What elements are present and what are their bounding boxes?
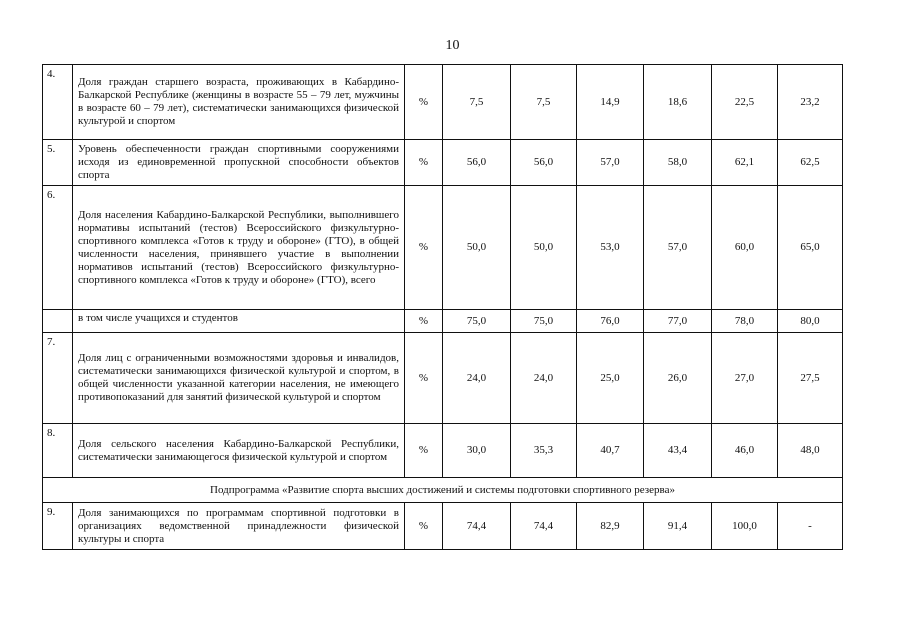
- value-cell: 18,6: [644, 65, 712, 140]
- value-cell: 30,0: [443, 424, 511, 478]
- unit-cell: %: [405, 503, 443, 550]
- value-cell: 25,0: [577, 333, 644, 424]
- value-cell: 57,0: [577, 140, 644, 186]
- value-cell: 100,0: [712, 503, 778, 550]
- table-row: [43, 186, 843, 310]
- row-number: 7.: [43, 333, 73, 424]
- page-number: 10: [445, 38, 460, 53]
- value-cell: 50,0: [511, 186, 577, 310]
- value-cell: 27,5: [778, 333, 843, 424]
- value-cell: 76,0: [577, 310, 644, 333]
- value-cell: 7,5: [511, 65, 577, 140]
- value-cell: 75,0: [443, 310, 511, 333]
- unit-cell: %: [405, 333, 443, 424]
- value-cell: 26,0: [644, 333, 712, 424]
- unit-cell: %: [405, 186, 443, 310]
- unit-cell: %: [405, 140, 443, 186]
- value-cell: 50,0: [443, 186, 511, 310]
- table-row: [43, 65, 843, 140]
- value-cell: 80,0: [778, 310, 843, 333]
- value-cell: 23,2: [778, 65, 843, 140]
- value-cell: 56,0: [511, 140, 577, 186]
- value-cell: 77,0: [644, 310, 712, 333]
- value-cell: 82,9: [577, 503, 644, 550]
- value-cell: 48,0: [778, 424, 843, 478]
- value-cell: 58,0: [644, 140, 712, 186]
- value-cell: 65,0: [778, 186, 843, 310]
- table-row: [43, 424, 843, 478]
- indicator-description: Доля сельского населения Кабардино-Балкарской Республики, систематически занимающегося физической культурой и спортом: [73, 424, 405, 478]
- value-cell: 74,4: [511, 503, 577, 550]
- value-cell: 57,0: [644, 186, 712, 310]
- indicator-description: Уровень обеспеченности граждан спортивными сооружениями исходя из единовременной пропускной способности объектов спорта: [73, 140, 405, 186]
- indicator-description: Доля лиц с ограниченными возможностями здоровья и инвалидов, систематически занимающихся физической культурой и спортом, в общей численности указанной категории населения, не имеющего противопоказаний для занятий физической культурой и спортом: [73, 333, 405, 424]
- value-cell: 56,0: [443, 140, 511, 186]
- value-cell: 46,0: [712, 424, 778, 478]
- table-row: [43, 310, 843, 333]
- table-row: [43, 333, 843, 424]
- value-cell: -: [778, 503, 843, 550]
- value-cell: 43,4: [644, 424, 712, 478]
- value-cell: 91,4: [644, 503, 712, 550]
- row-number: 4.: [43, 65, 73, 140]
- value-cell: 62,5: [778, 140, 843, 186]
- value-cell: 40,7: [577, 424, 644, 478]
- value-cell: 74,4: [443, 503, 511, 550]
- value-cell: 7,5: [443, 65, 511, 140]
- row-number: 9.: [43, 503, 73, 550]
- indicator-description: Доля граждан старшего возраста, проживающих в Кабардино-Балкарской Республике (женщины в возрасте 55 – 79 лет, мужчины в возрасте 60 – 79 лет), систематически занимающихся физической культурой и спортом: [73, 65, 405, 140]
- row-number: 5.: [43, 140, 73, 186]
- row-number: 8.: [43, 424, 73, 478]
- subprogram-title: Подпрограмма «Развитие спорта высших достижений и системы подготовки спортивного резерва»: [43, 478, 843, 503]
- table-row: [43, 503, 843, 550]
- unit-cell: %: [405, 65, 443, 140]
- indicators-table: [42, 64, 843, 550]
- unit-cell: %: [405, 310, 443, 333]
- value-cell: 27,0: [712, 333, 778, 424]
- value-cell: 75,0: [511, 310, 577, 333]
- row-number: 6.: [43, 186, 73, 310]
- indicator-description: Доля занимающихся по программам спортивной подготовки в организациях ведомственной принадлежности физической культуры и спорта: [73, 503, 405, 550]
- table-row: [43, 140, 843, 186]
- row-number: [43, 310, 73, 333]
- value-cell: 62,1: [712, 140, 778, 186]
- value-cell: 22,5: [712, 65, 778, 140]
- value-cell: 78,0: [712, 310, 778, 333]
- indicator-description: в том числе учащихся и студентов: [73, 310, 405, 333]
- value-cell: 14,9: [577, 65, 644, 140]
- indicator-description: Доля населения Кабардино-Балкарской Республики, выполнившего нормативы испытаний (тестов) Всероссийского физкультурно-спортивного комплекса «Готов к труду и обороне» (ГТО), в общей численности населения, принявшего участие в выполнении нормативов испытаний (тестов) Всероссийского физкультурно-спортивного комплекса «Готов к труду и обороне» (ГТО), всего: [73, 186, 405, 310]
- value-cell: 24,0: [511, 333, 577, 424]
- value-cell: 24,0: [443, 333, 511, 424]
- subprogram-row: [43, 478, 843, 503]
- unit-cell: %: [405, 424, 443, 478]
- value-cell: 53,0: [577, 186, 644, 310]
- value-cell: 60,0: [712, 186, 778, 310]
- value-cell: 35,3: [511, 424, 577, 478]
